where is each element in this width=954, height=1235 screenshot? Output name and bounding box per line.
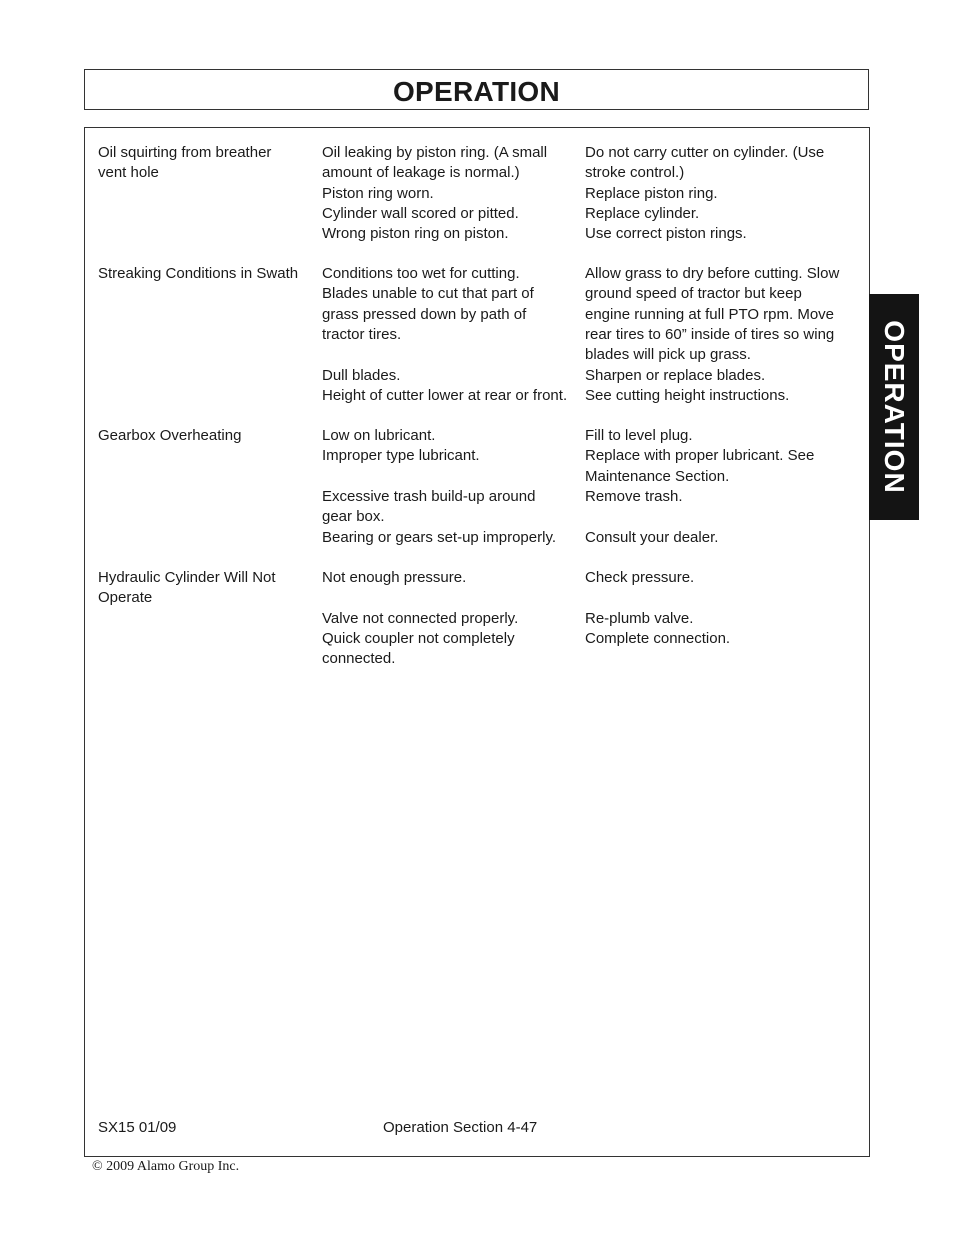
cause-line: Oil leaking by piston ring. (A small: [322, 144, 548, 161]
cause-line: Conditions too wet for cutting.: [322, 265, 520, 282]
page-title: OPERATION: [392, 76, 561, 107]
cause-line: Bearing or gears set-up improperly.: [322, 528, 556, 546]
solution-line: Replace cylinder.: [585, 204, 700, 222]
problem-line: Operate: [98, 589, 153, 607]
solution-line: stroke control.): [585, 164, 685, 182]
side-tab-label: OPERATION: [879, 320, 910, 494]
cause-line: Valve not connected properly.: [322, 609, 519, 627]
solution-line: Remove trash.: [585, 487, 683, 505]
cause-line: Not enough pressure.: [322, 569, 467, 586]
cause-line: Height of cutter lower at rear or front.: [322, 386, 568, 404]
solution-line: Check pressure.: [585, 569, 695, 586]
problem-line: Oil squirting from breather: [98, 144, 272, 161]
solution-line: See cutting height instructions.: [585, 386, 790, 404]
problem-line: Gearbox Overheating: [98, 427, 242, 444]
solution-line: Allow grass to dry before cutting. Slow: [585, 265, 840, 282]
solution-line: Do not carry cutter on cylinder. (Use: [585, 144, 825, 161]
section-side-tab: [869, 294, 919, 520]
copyright-notice: © 2009 Alamo Group Inc.: [92, 1159, 240, 1174]
cause-line: Quick coupler not completely: [322, 629, 515, 647]
cause-line: Piston ring worn.: [322, 184, 434, 202]
cause-line: Improper type lubricant.: [322, 447, 480, 465]
cause-line: Wrong piston ring on piston.: [322, 225, 509, 243]
cause-line: Excessive trash build-up around: [322, 487, 536, 505]
cause-line: gear box.: [322, 508, 385, 526]
cause-line: Blades unable to cut that part of: [322, 285, 534, 303]
footer-section: Operation Section 4-47: [383, 1119, 538, 1136]
solution-line: Fill to level plug.: [585, 427, 693, 444]
cause-line: Low on lubricant.: [322, 427, 436, 444]
page-header: [84, 69, 869, 110]
cause-line: amount of leakage is normal.): [322, 164, 520, 182]
solution-line: Use correct piston rings.: [585, 225, 747, 243]
problem-line: vent hole: [98, 164, 159, 182]
solution-line: ground speed of tractor but keep: [585, 285, 802, 303]
solution-line: Consult your dealer.: [585, 528, 719, 546]
cause-line: Dull blades.: [322, 366, 401, 384]
solution-line: Replace with proper lubricant. See: [585, 447, 815, 465]
cause-line: Cylinder wall scored or pitted.: [322, 204, 519, 222]
cause-line: grass pressed down by path of: [322, 305, 527, 323]
solution-line: Maintenance Section.: [585, 467, 730, 485]
solution-line: Sharpen or replace blades.: [585, 366, 766, 384]
cause-line: connected.: [322, 650, 396, 668]
problem-line: Streaking Conditions in Swath: [98, 265, 299, 282]
solution-line: Replace piston ring.: [585, 184, 718, 202]
solution-line: Complete connection.: [585, 629, 731, 647]
cause-line: tractor tires.: [322, 325, 402, 343]
problem-line: Hydraulic Cylinder Will Not: [98, 569, 276, 586]
solution-line: rear tires to 60” inside of tires so wing: [585, 325, 835, 343]
footer-model-date: SX15 01/09: [98, 1119, 177, 1136]
solution-line: blades will pick up grass.: [585, 346, 751, 364]
solution-line: engine running at full PTO rpm. Move: [585, 305, 835, 323]
solution-line: Re-plumb valve.: [585, 609, 694, 627]
